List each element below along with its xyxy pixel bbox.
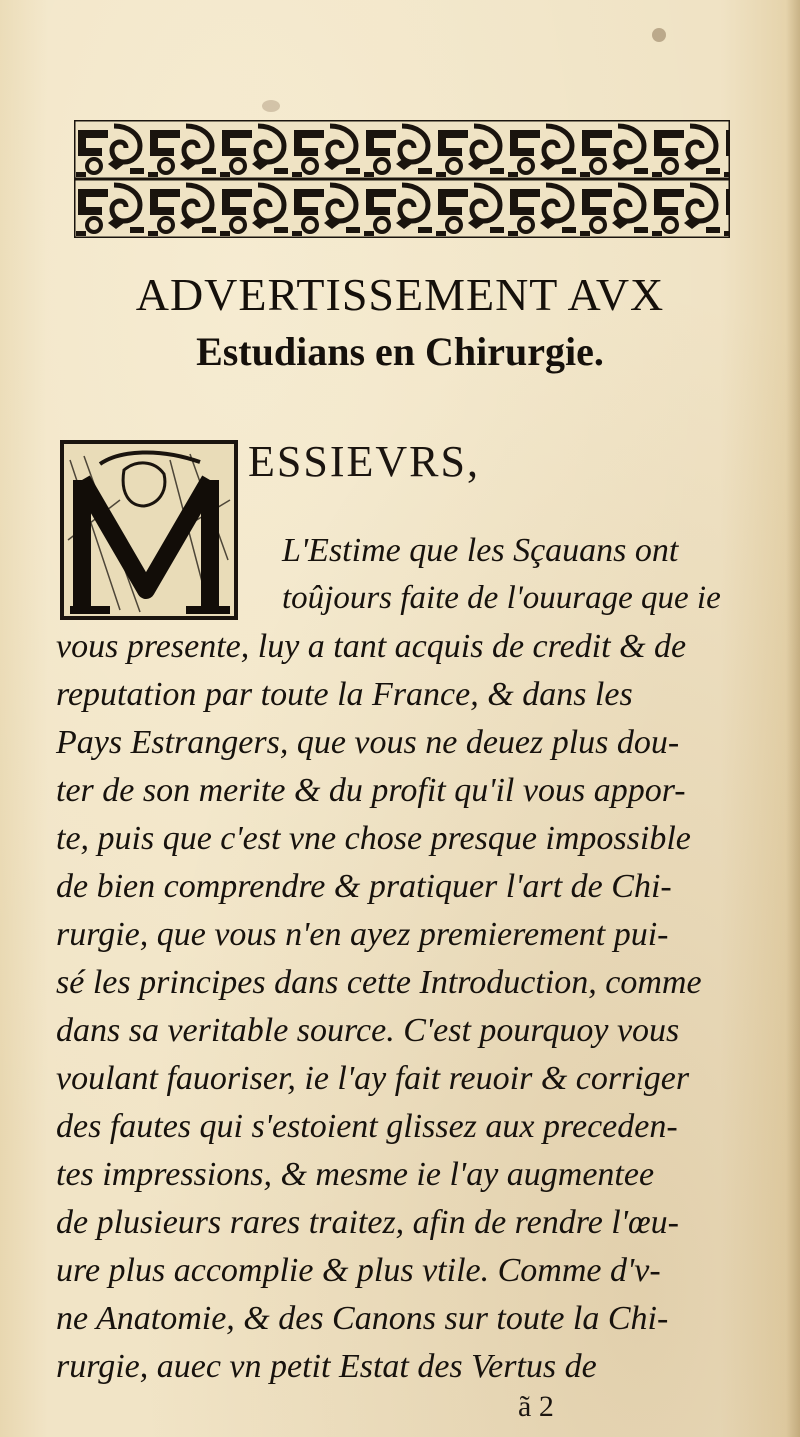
text-line: ure plus accomplie & plus vtile. Comme d'v- bbox=[56, 1252, 661, 1289]
text-line: te, puis que c'est vne chose presque impossible bbox=[56, 820, 691, 857]
text-line: Pays Estrangers, que vous ne deuez plus dou- bbox=[56, 724, 680, 761]
ink-stain bbox=[652, 28, 666, 42]
ornamental-headpiece bbox=[74, 120, 730, 238]
text-line: des fautes qui s'estoient glissez aux preceden- bbox=[56, 1108, 678, 1145]
text-line: ne Anatomie, & des Canons sur toute la Chi- bbox=[56, 1300, 669, 1337]
text-line: de plusieurs rares traitez, afin de rendre l'œu- bbox=[56, 1204, 680, 1241]
text-line: toûjours faite de l'ouurage que ie bbox=[282, 580, 721, 616]
text-line: sé les principes dans cette Introduction, comme bbox=[56, 964, 702, 1001]
text-line: ter de son merite & du profit qu'il vous appor- bbox=[56, 772, 686, 809]
text-line: dans sa veritable source. C'est pourquoy vous bbox=[56, 1012, 680, 1049]
salutation: ESSIEVRS, bbox=[248, 437, 480, 486]
text-line: voulant fauoriser, ie l'ay fait reuoir & corriger bbox=[56, 1060, 690, 1097]
text-line: de bien comprendre & pratiquer l'art de Chi- bbox=[56, 868, 672, 905]
page-edge-shadow bbox=[786, 0, 800, 1437]
text-line: rurgie, que vous n'en ayez premierement pui- bbox=[56, 916, 669, 953]
text-line: rurgie, auec vn petit Estat des Vertus de bbox=[56, 1348, 597, 1385]
ink-stain bbox=[262, 100, 280, 112]
heading-line-2: Estudians en Chirurgie. bbox=[196, 329, 604, 374]
signature-mark: ã 2 bbox=[518, 1390, 554, 1423]
text-line: reputation par toute la France, & dans les bbox=[56, 676, 633, 713]
text-line: vous presente, luy a tant acquis de credit & de bbox=[56, 628, 687, 665]
heading-line-1: ADVERTISSEMENT AVX bbox=[135, 269, 665, 320]
text-line: tes impressions, & mesme ie l'ay augmentee bbox=[56, 1156, 655, 1193]
text-line: L'Estime que les Sçauans ont bbox=[282, 532, 679, 569]
historiated-initial bbox=[60, 440, 238, 620]
